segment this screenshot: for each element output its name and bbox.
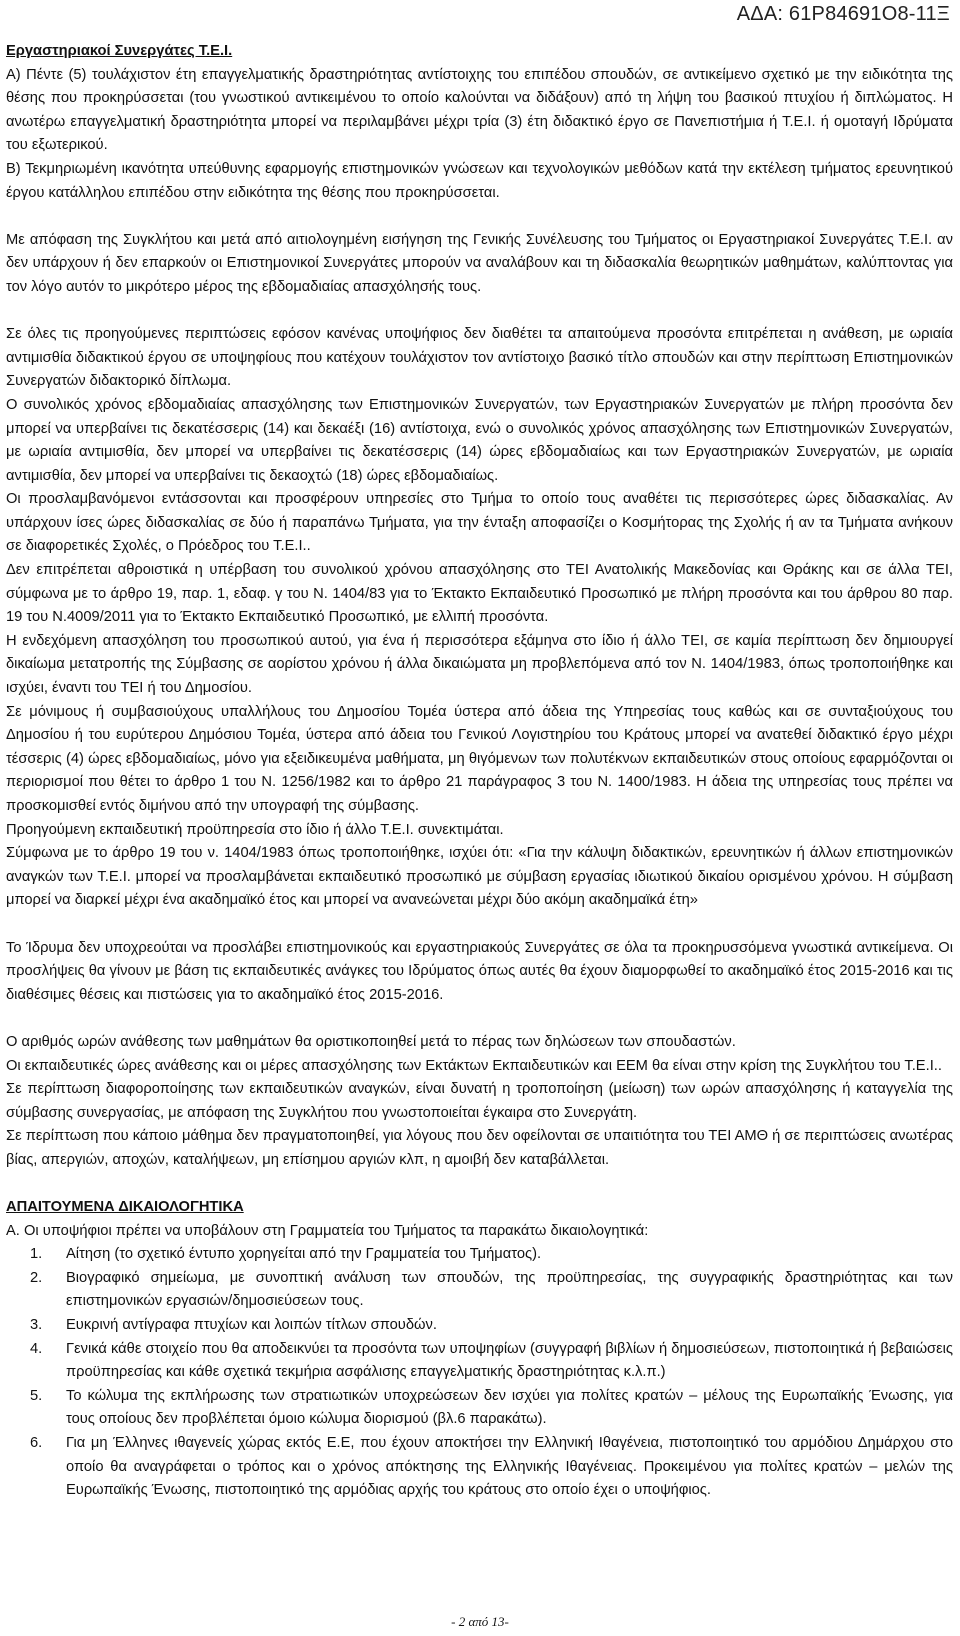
list-item [6, 1432, 953, 1503]
senate-decision-paragraph: Με απόφαση της Συγκλήτου και μετά από αιτιολογημένη εισήγηση της Γενικής Συνέλευσης του Τμήματος οι Εργαστηριακοί Συνεργάτες Τ.Ε.Ι. αν δεν υπάρχουν ή δεν επαρκούν οι Επιστημονικοί Συνεργάτες μπορούν να αναλάβουν και τη διδασκαλία θεωρητικών μαθημάτων, καλύπτοντας για τον λόγο αυτόν το μικρότερο μέρος της εβδομαδιαίας απασχόλησής τους. [6, 231, 953, 295]
list-item-text: Γενικά κάθε στοιχείο που θα αποδεικνύει τα προσόντα των υποψηφίων (συγγραφή βιβλίων ή δημοσιεύσεων, πιστοποιητικά ή βεβαιώσεις προϋπηρεσίας και κάθε σχετικά τεκμήρια ασφάλισης επαγγελματικής δραστηριότητας κ.λ.π.) [66, 1340, 953, 1381]
paragraph: Σε περίπτωση διαφοροποίησης των εκπαιδευτικών αναγκών, είναι δυνατή η τροποποίηση (μείωση) των ωρών απασχόλησης ή καταγγελία της σύμβασης συνεργασίας, με απόφαση της Συγκλήτου που γνωστοποιείται έγκαιρα στο Συνεργάτη. [6, 1081, 953, 1121]
paragraph: Σε μόνιμους ή συμβασιούχους υπαλλήλους του Δημοσίου Τομέα ύστερα από άδεια της Υπηρεσίας τους καθώς και σε συνταξιούχους του Δημοσίου ή του ευρύτερου Δημόσιου Τομέα, ύστερα από άδεια του Γενικού Λογιστηρίου του Κράτους μπορεί να ανατεθεί διδακτικό έργο μέχρι τέσσερις (4) ώρες εβδομαδιαίως, μόνο για εξειδικευμένα μαθήματα, μη θιγόμενων των πολυτέκνων εκπαιδευτικών στους οποίους εφαρμόζονται οι περιορισμοί που θέτει το άρθρο 1 του Ν. 1256/1982 και το άρθρο 21 παράγραφος 3 του Ν. 1400/1983. Η άδεια της υπηρεσίας τους πρέπει να προσκομισθεί εντός διμήνου από την υπογραφή της σύμβασης. [6, 703, 953, 814]
list-item-text: Ευκρινή αντίγραφα πτυχίων και λοιπών τίτλων σπουδών. [66, 1317, 437, 1334]
list-item [6, 1385, 953, 1432]
paragraph: Δεν επιτρέπεται αθροιστικά η υπέρβαση του συνολικού χρόνου απασχόλησης στο ΤΕΙ Ανατολικής Μακεδονίας και Θράκης και σε άλλα ΤΕΙ, σύμφωνα με το άρθρο 19, παρ. 1, εδαφ. γ του Ν. 1404/83 για το Έκτακτο Εκπαιδευτικό Προσωπικό με πλήρη προσόντα και του άρθρου 80 παρ. 19 του Ν.4009/2011 για το Έκτακτο Εκπαιδευτικό Προσωπικό, με ελλιπή προσόντα. [6, 562, 953, 626]
paragraph: Ο συνολικός χρόνος εβδομαδιαίας απασχόλησης των Επιστημονικών Συνεργατών, των Εργαστηριακών Συνεργατών με πλήρη προσόντα δεν μπορεί να υπερβαίνει τις δεκατέσσερις (14) και δεκαέξι (16) αντίστοιχα, ενώ ο συνολικός χρόνος απασχόλησης των Επιστημονικών Συνεργατών, με ωριαία αντιμισθία, δεν μπορεί να υπερβαίνει τις δεκατέσσερις (14) ώρες εβδομαδιαίως και των Εργαστηριακών Συνεργατών, με ωριαία αντιμισθία, δεν μπορεί να υπερβαίνει τις δεκαοχτώ (18) ώρες εβδομαδιαίως. [6, 396, 953, 484]
page-number: - 2 από 13- [451, 1614, 509, 1629]
paragraph: Σε περίπτωση που κάποιο μάθημα δεν πραγματοποιηθεί, για λόγους που δεν οφείλονται σε υπαιτιότητα του ΤΕΙ ΑΜΘ ή σε περιπτώσεις ανωτέρας βίας, απεργιών, αποχών, καταλήψεων, μη επίσημου αργιών κλπ, η αμοιβή δεν καταβάλλεται. [6, 1128, 953, 1168]
requirement-a: Α) Πέντε (5) τουλάχιστον έτη επαγγελματικής δραστηριότητας αντίστοιχης του επιπέδου σπουδών, σε αντικείμενο σχετικό με την ειδικότητα της θέσης που προκηρύσσεται (του γνωστικού αντικειμένου το οποίο καλούνται να διδάξουν) από τη λήψη του βασικού πτυχίου ή διπλώματος. Η ανωτέρω επαγγελματική δραστηριότητα μπορεί να περιλαμβάνει μέχρι τρία (3) έτη διδακτικό έργο σε Πανεπιστήμια ή Τ.Ε.Ι. ή ομοταγή Ιδρύματα του εξωτερικού. [6, 66, 953, 154]
list-item [6, 1243, 953, 1267]
paragraph: Σε όλες τις προηγούμενες περιπτώσεις εφόσον κανένας υποψήφιος δεν διαθέτει τα απαιτούμενα προσόντα επιτρέπεται η ανάθεση, με ωριαία αντιμισθία διδακτικού έργου σε υποψηφίους που κατέχουν τουλάχιστον τον αντίστοιχο βασικό τίτλο σπουδών και στην περίπτωση Επιστημονικών Συνεργατών διδακτορικό δίπλωμα. [6, 326, 953, 390]
paragraph: Προηγούμενη εκπαιδευτική προϋπηρεσία στο ίδιο ή άλλο Τ.Ε.Ι. συνεκτιμάται. [6, 821, 504, 838]
paragraph: Ο αριθμός ωρών ανάθεσης των μαθημάτων θα οριστικοποιηθεί μετά το πέρας των δηλώσεων των σπουδαστών. [6, 1033, 736, 1050]
list-item-number: 6. [30, 1435, 43, 1452]
list-item-number: 1. [30, 1246, 43, 1263]
list-item-number: 2. [30, 1269, 43, 1286]
list-item [6, 1314, 953, 1338]
requirement-b: Β) Τεκμηριωμένη ικανότητα υπεύθυνης εφαρμογής επιστημονικών γνώσεων και τεχνολογικών μεθόδων κατά την εκτέλεση τμήματος ερευνητικού έργου κατάλληλου επιπέδου στην ειδικότητα της θέσης που προκηρύσσεται. [6, 160, 953, 201]
institution-paragraph: Το Ίδρυμα δεν υποχρεούται να προσλάβει επιστημονικούς και εργαστηριακούς Συνεργάτες σε όλα τα προκηρυσσόμενα γνωστικά αντικείμενα. Οι προσλήψεις θα γίνουν με βάση τις εκπαιδευτικές ανάγκες του Ιδρύματος όπως αυτές θα έχουν διαμορφωθεί το ακαδημαϊκό έτος 2015-2016 και τις διαθέσιμες θέσεις και πιστώσεις για το ακαδημαϊκό έτος 2015-2016. [6, 939, 953, 1003]
list-item-text: Το κώλυμα της εκπλήρωσης των στρατιωτικών υποχρεώσεων δεν ισχύει για πολίτες κρατών – μέλους της Ευρωπαϊκής Ένωσης, για τους οποίους δεν προβλέπεται όμοιο κώλυμα διορισμού (βλ.6 παρακάτω). [66, 1387, 953, 1428]
list-item-number: 5. [30, 1387, 43, 1404]
document-body [6, 40, 953, 1503]
required-documents-list [6, 1243, 953, 1503]
paragraph: Σύμφωνα με το άρθρο 19 του ν. 1404/1983 όπως τροποποιήθηκε, ισχύει ότι: «Για την κάλυψη διδακτικών, ερευνητικών ή άλλων επιστημονικών αναγκών των Τ.Ε.Ι. μπορεί να προσλαμβάνεται εκπαιδευτικό προσωπικό με σύμβαση εργασίας ιδιωτικού δικαίου ορισμένου χρόνου. Η σύμβαση μπορεί να διαρκεί μέχρι ένα ακαδημαϊκό έτος και μπορεί να ανανεώνεται μέχρι δύο ακόμη ακαδημαϊκά έτη» [6, 845, 953, 909]
section-title-lab-associates: Εργαστηριακοί Συνεργάτες Τ.Ε.Ι. [6, 43, 233, 59]
paragraph: Οι εκπαιδευτικές ώρες ανάθεσης και οι μέρες απασχόλησης των Εκτάκτων Εκπαιδευτικών και ΕΕΜ θα είναι στην κρίση της Συγκλήτου του Τ.Ε.Ι.. [6, 1057, 942, 1074]
list-item-text: Αίτηση (το σχετικό έντυπο χορηγείται από την Γραμματεία του Τμήματος). [66, 1246, 542, 1263]
paragraph: Οι προσλαμβανόμενοι εντάσσονται και προσφέρουν υπηρεσίες στο Τμήμα το οποίο τους αναθέτει τις περισσότερες ώρες διδασκαλίας. Αν υπάρχουν ίσες ώρες διδασκαλίας σε δύο ή παραπάνω Τμήματα, για την ένταξη αποφασίζει ο Κοσμήτορας της Σχολής ή αν τα Τμήματα ανήκουν σε διαφορετικές Σχολές, ο Πρόεδρος του Τ.Ε.Ι.. [6, 491, 953, 555]
list-item-number: 4. [30, 1340, 43, 1357]
list-item-number: 3. [30, 1317, 43, 1334]
paragraph: Η ενδεχόμενη απασχόληση του προσωπικού αυτού, για ένα ή περισσότερα εξάμηνα στο ίδιο ή άλλο ΤΕΙ, σε καμία περίπτωση δεν δημιουργεί δικαίωμα μετατροπής της Σύμβασης σε αορίστου χρόνου ή άλλα δικαιώματα μη προβλεπόμενα από τον Ν. 1404/1983, όπως τροποποιήθηκε και ισχύει, έναντι του ΤΕΙ ή του Δημοσίου. [6, 632, 953, 697]
required-documents-heading: ΑΠΑΙΤΟΥΜΕΝΑ ΔΙΚΑΙΟΛΟΓΗΤΙΚΑ [6, 1199, 244, 1216]
ada-code: ΑΔΑ: 61Ρ84691Ο8-11Ξ [736, 3, 950, 25]
list-item-text: Για μη Έλληνες ιθαγενείς χώρας εκτός Ε.Ε, που έχουν αποκτήσει την Ελληνική Ιθαγένεια, πιστοποιητικό του αρμόδιου Δημάρχου στο οποίο θα αναγράφεται ο τρόπος και ο χρόνος απόκτησης της Ελληνικής Ιθαγένειας. Προκειμένου για πολίτες κρατών – μελών της Ευρωπαϊκής Ένωσης, πιστοποιητικό της αρμόδιας αρχής του κράτους στο οποίο έχει ο υποψήφιος. [66, 1435, 953, 1499]
list-item-text: Βιογραφικό σημείωμα, με συνοπτική ανάλυση των σπουδών, της προϋπηρεσίας, της συγγραφικής δραστηριότητας και των επιστημονικών εργασιών/δημοσιεύσεων τους. [66, 1269, 953, 1310]
list-item [6, 1338, 953, 1385]
list-item [6, 1267, 953, 1314]
required-documents-intro: Α. Οι υποψήφιοι πρέπει να υποβάλουν στη Γραμματεία του Τμήματος τα παρακάτω δικαιολογητικά: [6, 1222, 649, 1239]
